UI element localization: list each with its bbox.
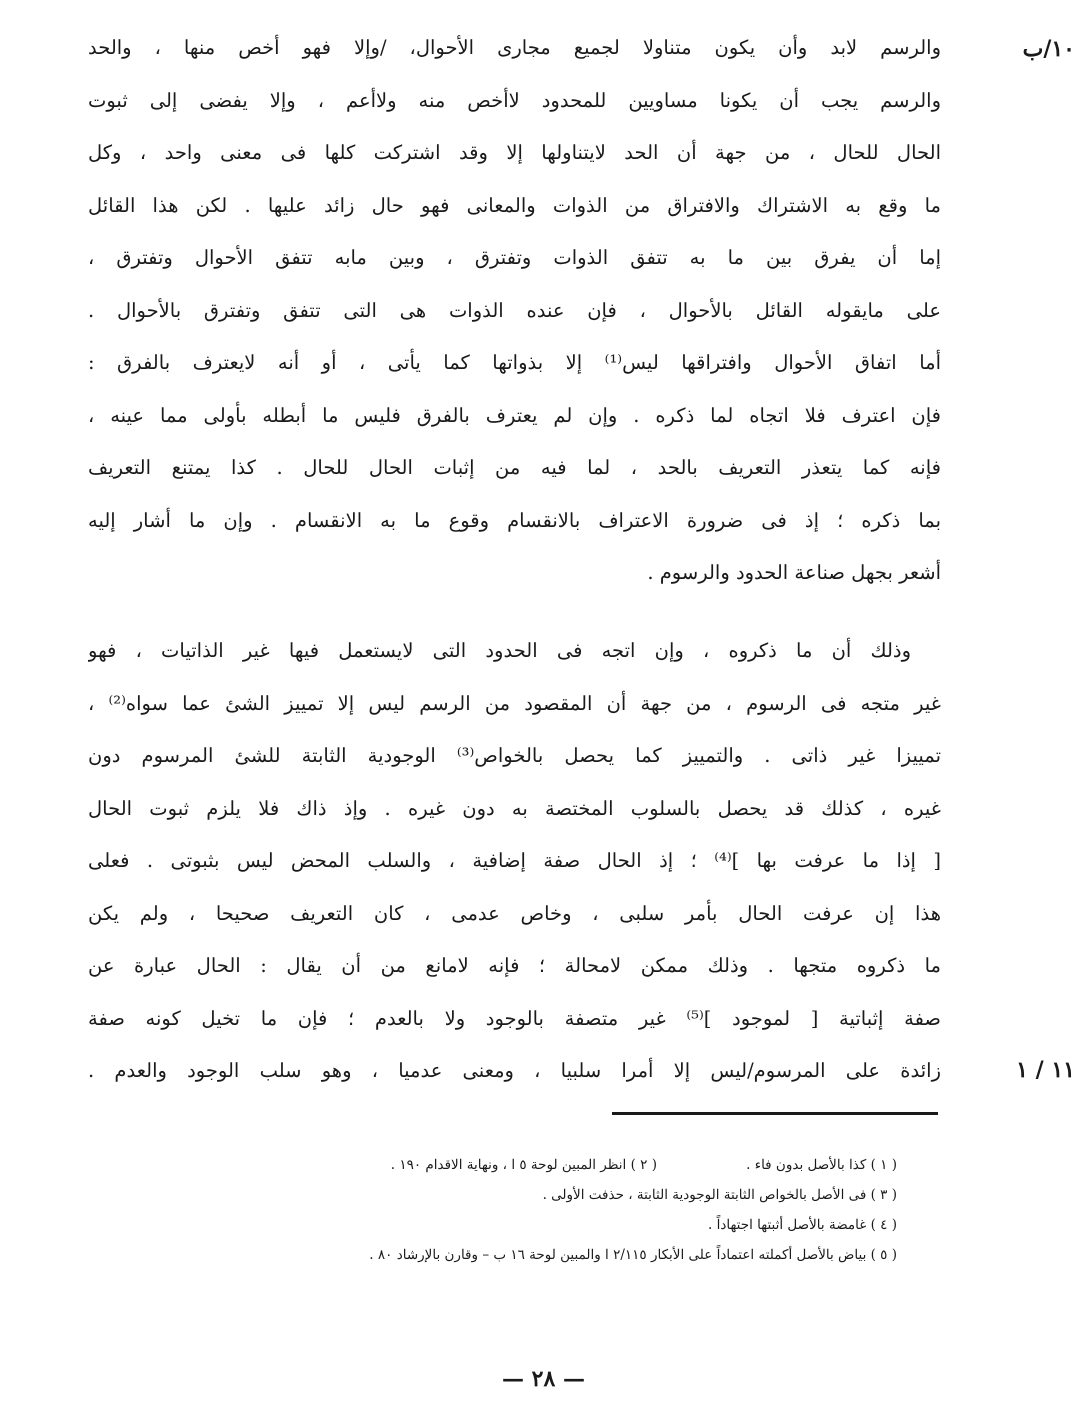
text-line: غيره ، كذلك قد يحصل بالسلوب المختصة به دون غيره . وإذ ذاك فلا يلزم ثبوت الحال <box>88 796 941 820</box>
footnote-row <box>137 1180 897 1210</box>
footnote-row <box>137 1210 897 1240</box>
page-number: — ٢٨ — <box>502 1366 585 1392</box>
text-line: أشعر بجهل صناعة الحدود والرسوم . <box>647 561 941 584</box>
text-line: إما أن يفرق بين ما به تتفق الذوات وتفترق ، وبين مابه تتفق الأحوال وتفترق ، <box>88 246 941 269</box>
paragraph-2 <box>88 625 941 1098</box>
footnotes <box>137 1150 897 1270</box>
footnote-separator <box>612 1112 938 1115</box>
footnote-row <box>137 1240 897 1270</box>
text-line: غير متجه فى الرسوم ، من جهة أن المقصود من الرسم ليس إلا تمييز الشئ عما سواه⁽²⁾ ، <box>88 691 941 715</box>
text-line: والرسم لابد وأن يكون متناولا لجميع مجارى الأحوال، /وإلا فهو أخص منها ، والحد <box>88 36 941 59</box>
text-line: [ إذا ما عرفت بها ]⁽⁴⁾ ؛ إذ الحال صفة إضافية ، والسلب المحض ليس بثبوتى . فعلى <box>88 849 941 872</box>
footnote-4: ( ٤ ) غامضة بالأصل أثبتها اجتهاداً . <box>708 1217 897 1233</box>
text-line: أما اتفاق الأحوال وافتراقها ليس⁽¹⁾ إلا بذواتها كما يأتى ، أو أنه لايعترف بالفرق : <box>88 351 941 374</box>
text-line: فإن اعترف فلا اتجاه لما ذكره . وإن لم يعترف بالفرق فليس ما أبطله بأولى مما عينه ، <box>88 403 941 427</box>
paragraph-1 <box>88 22 941 600</box>
marginal-folio-ref: ١٠/ب <box>1022 36 1075 62</box>
marginal-folio-ref: ١١ / ١ <box>1016 1057 1075 1083</box>
text-line: بما ذكره ؛ إذ فى ضرورة الاعتراف بالانقسام وقوع ما به الانقسام . وإن ما أشار إليه <box>88 508 941 532</box>
text-line: هذا إن عرفت الحال بأمر سلبى ، وخاص عدمى ، كان التعريف صحيحا ، ولم يكن <box>88 901 941 925</box>
text-line: والرسم يجب أن يكونا مساويين للمحدود لاأخص منه ولاأعم ، وإلا يفضى إلى ثبوت <box>88 88 941 112</box>
text-line: زائدة على المرسوم/ليس إلا أمرا سلبيا ، ومعنى عدميا ، وهو سلب الوجود والعدم . <box>88 1059 941 1082</box>
text-line: تمييزا غير ذاتى . والتمييز كما يحصل بالخواص⁽³⁾ الوجودية الثابتة للشئ المرسوم دون <box>88 744 941 767</box>
footnote-2: ( ٢ ) انظر المبين لوحة ٥ ا ، ونهاية الاقدام ١٩٠ . <box>390 1157 657 1173</box>
footnote-1: ( ١ ) كذا بالأصل بدون فاء . <box>746 1157 897 1173</box>
text-line: فإنه كما يتعذر التعريف بالحد ، لما فيه من إثبات الحال للحال . كذا يمتنع التعريف <box>88 456 941 479</box>
text-line: على مايقوله القائل بالأحوال ، فإن عنده الذوات هى التى تتفق وتفترق بالأحوال . <box>88 298 941 322</box>
text-line: وذلك أن ما ذكروه ، وإن اتجه فى الحدود التى لايستعمل فيها غير الذاتيات ، فهو <box>88 639 911 662</box>
text-line: ما وقع به الاشتراك والافتراق من الذوات والمعانى فهو حال زائد عليها . لكن هذا القائل <box>88 193 941 217</box>
text-line: الحال للحال ، من جهة أن الحد لايتناولها إلا وقد اشتركت كلها فى معنى واحد ، وكل <box>88 141 941 164</box>
footnote-3: ( ٣ ) فى الأصل بالخواص الثابتة الوجودية الثابتة ، حذفت الأولى . <box>542 1187 897 1203</box>
footnote-5: ( ٥ ) بياض بالأصل أكملته اعتماداً على الأبكار ٢/١١٥ ا والمبين لوحة ١٦ ب – وقارن بالإرشاد ٨٠ . <box>369 1247 897 1263</box>
text-line: ما ذكروه متجها . وذلك ممكن لامحالة ؛ فإنه لامانع من أن يقال : الحال عبارة عن <box>88 954 941 977</box>
text-line: صفة إثباتية [ لموجود ]⁽⁵⁾ غير متصفة بالوجود ولا بالعدم ؛ فإن ما تخيل كونه صفة <box>88 1006 941 1030</box>
footnote-row <box>137 1150 897 1180</box>
